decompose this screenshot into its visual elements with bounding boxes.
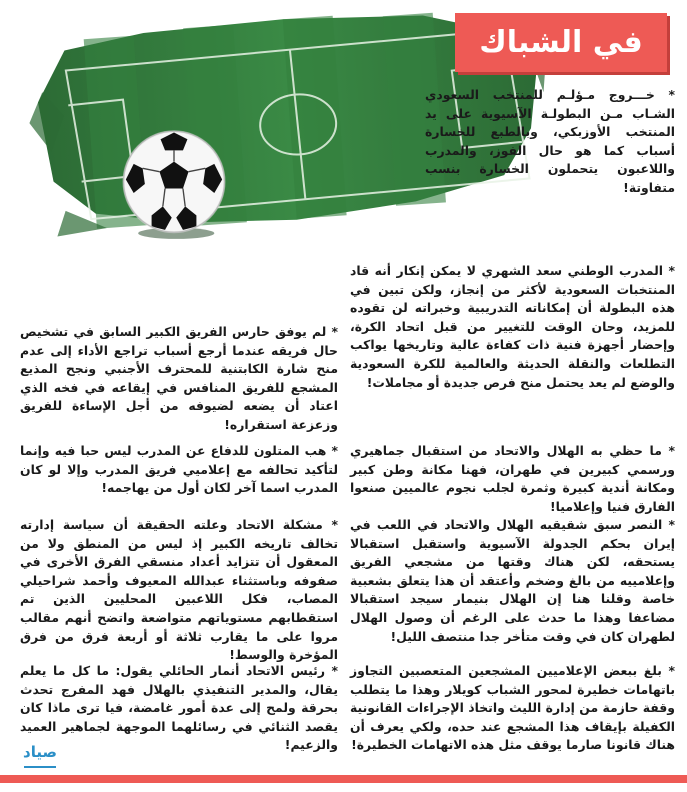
left-paragraph-4: * رئيس الاتحاد أنمار الحائلي يقول: ما كل ما يعلم يقال، والمدير التنفيذي بالهلال فهد المفرج تحدث بحرقة ولمح إلى عدة أمور غامضة، فيا ترى ماذا كان يقصد الثنائي في رسائلهما الموجهة لجماهير العميد والزعيم! [20,663,338,753]
right-paragraph-3: * ما حظي به الهلال والاتحاد من استقبال جماهيري ورسمي كبيرين في طهران، فهنا مكانة وطن كبير ومكانة أندية كبيرة وثمرة لجلب نجوم عالميين صنعوا الفارق فنيا وإعلاميا! [350,443,675,514]
publisher-logo [20,742,60,768]
right-paragraph-4: * النصر سبق شقيقيه الهلال والاتحاد في اللعب في إيران بحكم الجدولة الآسيوية واستقبل استقبالا يستحقه، لكن هناك وقتها من مشجعي الفريق وإعلامييه من بالغ وضخم وأعتقد أن هذا يتعلق بشعبية خاصة وقلنا هنا إن الهلال بنيمار سيجد استقبالا مضاعفا وهذا ما حدث على الرغم أن وصول الهلال لطهران كان في وقت متأخر جدا منتصف الليل! [350,517,675,644]
logo-underline [24,766,56,768]
right-paragraph-2: * المدرب الوطني سعد الشهري لا يمكن إنكار أنه قاد المنتخبات السعودية لأكثر من إنجاز، ولكن تبين في هذه البطولة أن إمكاناته التدريبية وخبراته لن تقوده للمزيد، وحان الوقت للتغيير من قبل اتحاد الكرة، وإحضار أجهزة فنية ذات كفاءة عالية وتاريخها يواكب التطلعات والنقلة الحديثة والعالمية للكرة السعودية والوضع لم يعد يحتمل منح فرص جديدة أو مجاملات! [350,263,675,390]
logo-text: صياد [23,743,57,761]
left-paragraph-3: * مشكلة الاتحاد وعلته الحقيقة أن سياسة إدارته تخالف تاريخه الكبير إذ ليس من المنطق ولا من المعقول أن تتزايد أعداد منسقي الفرق الأخرى في صفوفه وباستثناء عبدالله المعيوف وأحمد شراحيلي المصاب، فكل اللاعبين المحليين الذين تم استقطابهم مستوياتهم متواضعة واتضح أنهم مقالب مروا على ما يقارب ثلاثة أو أربعة فرق من فرق المؤخرة والوسط! [20,517,338,663]
bottom-accent-line [0,775,687,783]
right-paragraph-5: * بلغ ببعض الإعلاميين المشجعين المتعصبين التجاوز باتهامات خطيرة لمحور الشباب كويلار وهذا ما يتطلب وقفة حازمة من إدارة الليث واتخاذ الإجراءات القانونية الكفيلة بإيقاف هذا المشجع عند حده، ولكي يعرف أن هناك قانونا صارما يوقف مثل هذه الاتهامات الخطيرة! [350,663,675,753]
left-paragraph-1: * لم يوفق حارس الفريق الكبير السابق في تشخيص حال فريقه عندما أرجع أسباب تراجع الأداء إلى عدم منح شارة الكابتنية للمحترف الأجنبي ونجح المذيع المشجع للفريق المنافس في إيقاعه في فخه الذي اعتاد أن يضعه لضيوفه من أجل الإساءة للفريق وزعزعة استقراره! [20,324,338,432]
section-title-banner [455,13,667,72]
soccer-ball-icon [118,128,230,240]
right-paragraph-1: * خـــروج مـؤلـم للمنتخب السعودي الشـاب مـن البطولـة الآسيوية على يد المنتخب الأوزبكي، وبالطبع للخسارة أسباب كما هو حال الفوز، والمدرب واللاعبون يتحملون الخسارة بنسب متفاوتة! [425,87,675,195]
left-paragraph-2: * هب المتلون للدفاع عن المدرب ليس حبا فيه وإنما لتأكيد تحالفه مع إعلاميي فريق المدرب وإلا لو كان المدرب اسما آخر لكان أول من يهاجمه! [20,443,338,496]
section-title: في الشباك [479,25,643,60]
